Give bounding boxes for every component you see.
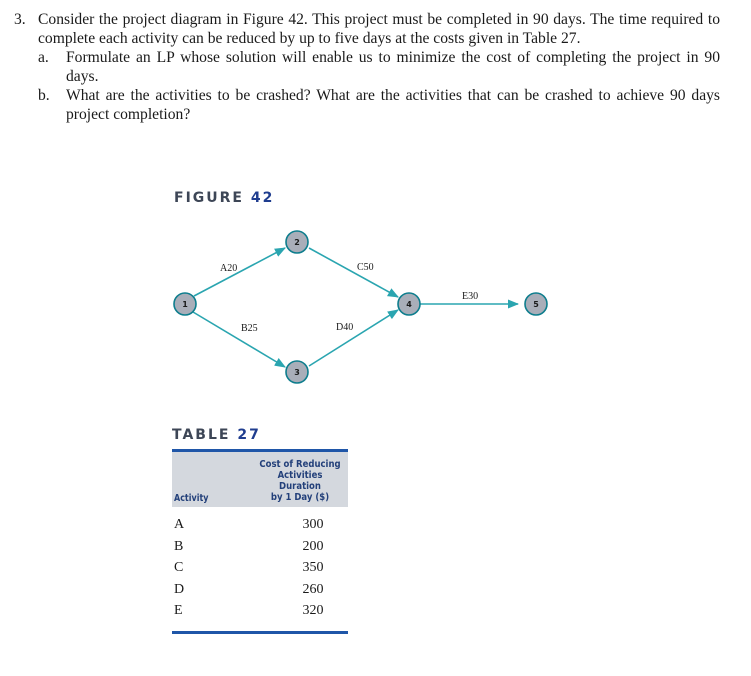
cell-activity: D (174, 581, 185, 597)
part-text: Formulate an LP whose solution will enable us to minimize the cost of completing the project in 90 days. (66, 49, 720, 85)
part-letter: a. (38, 49, 49, 66)
cell-activity: C (174, 560, 184, 575)
edge-d (309, 310, 398, 366)
cell-activity: B (174, 538, 184, 554)
edge-label-a: A20 (220, 263, 238, 274)
edge-b (193, 312, 285, 367)
figure-label-number: 42 (250, 190, 275, 206)
table-label-number: 27 (237, 427, 261, 443)
table-label-word: TABLE (172, 427, 231, 443)
part-text: What are the activities to be crashed? What are the activities that can be crashed to achieve 90 days project completion? (66, 87, 720, 123)
problem-text: Consider the project diagram in Figure 42. This project must be completed in 90 days. The time required to complete each activity can be reduced by up to five days at the costs given in Table 27. (38, 11, 720, 47)
cell-cost: 260 (302, 581, 324, 597)
table-row (172, 603, 348, 625)
header-cost-line: Activities Duration (277, 470, 323, 492)
table-row (172, 539, 348, 561)
header-cost (258, 459, 343, 503)
cell-activity: E (174, 603, 183, 618)
edge-a (194, 248, 285, 296)
node-1-label: 1 (182, 300, 188, 309)
cell-cost: 300 (302, 517, 324, 532)
problem-number: 3. (14, 11, 26, 28)
cell-cost: 350 (302, 560, 324, 575)
table-header (172, 452, 348, 507)
table-label (172, 427, 261, 443)
header-cost-line: by 1 Day ($) (270, 492, 330, 503)
node-5-label: 5 (533, 300, 539, 309)
figure-label-word: FIGURE (174, 190, 244, 206)
edge-c (309, 248, 398, 297)
cell-cost: 200 (302, 538, 324, 554)
cell-cost: 320 (302, 603, 324, 618)
edge-label-d: D40 (336, 322, 354, 333)
node-4-label: 4 (406, 300, 412, 309)
node-3-label: 3 (294, 368, 300, 377)
cost-table (172, 449, 348, 634)
edge-label-e: E30 (462, 291, 479, 302)
table-row (172, 517, 348, 539)
table-row (172, 582, 348, 604)
table-row (172, 560, 348, 582)
part-letter: b. (38, 87, 50, 104)
cell-activity: A (174, 517, 185, 532)
edge-label-c: C50 (357, 262, 374, 273)
header-activity: Activity (174, 493, 209, 504)
header-cost-line: Cost of Reducing (259, 459, 341, 470)
node-2-label: 2 (294, 238, 300, 247)
edge-label-b: B25 (241, 323, 258, 334)
table-body (172, 507, 348, 631)
table-bottom-rule (172, 631, 348, 634)
